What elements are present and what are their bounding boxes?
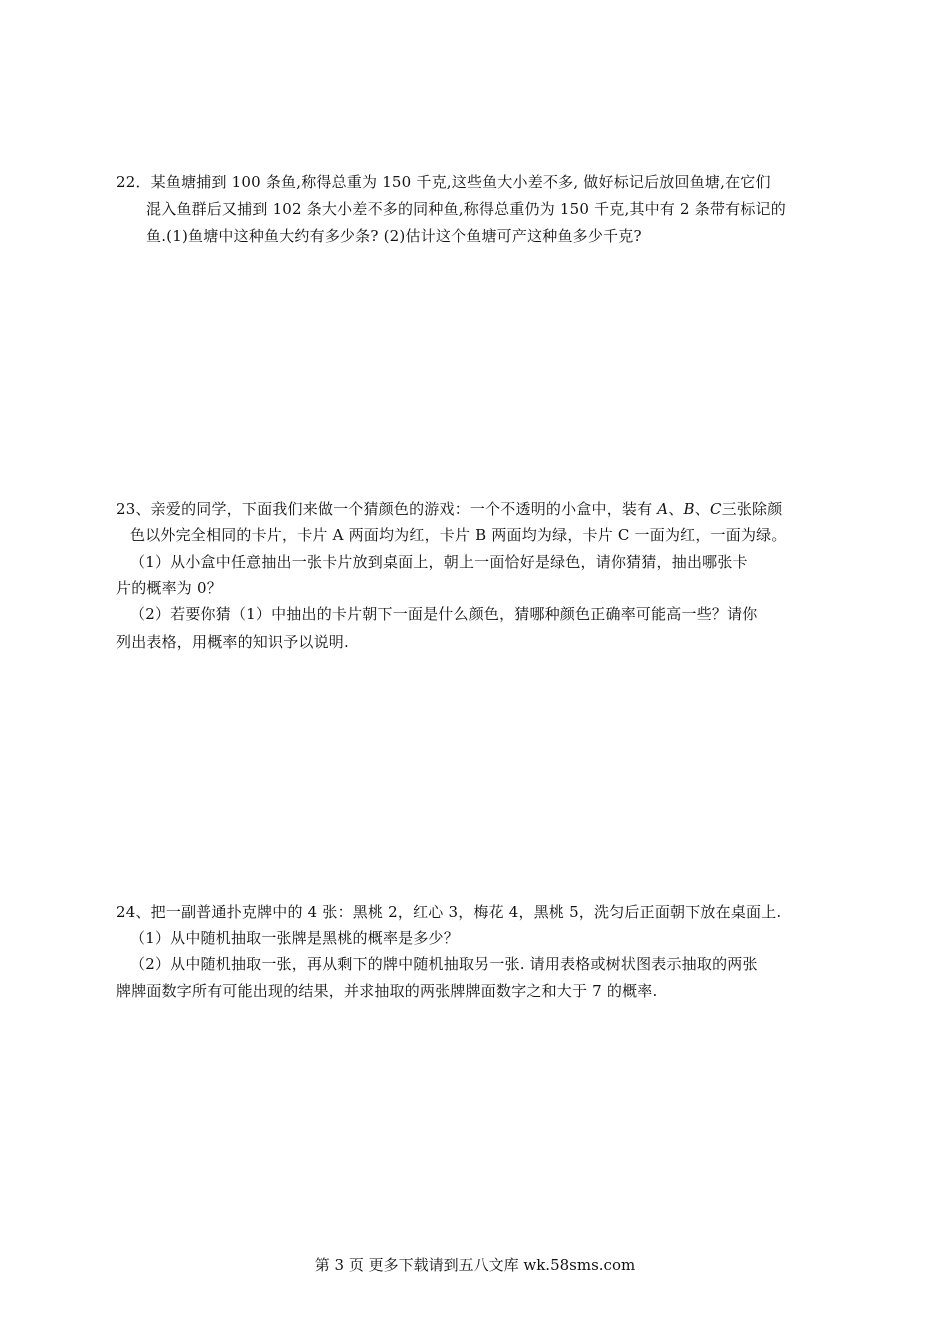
q24-line-1: 24、把一副普通扑克牌中的 4 张：黑桃 2，红心 3，梅花 4，黑桃 5，洗匀后正面朝下放在桌面上. [116,903,782,921]
q23-sep-2: 、 [694,500,710,518]
q23-card-a: A [657,500,669,518]
q23-part2-line-2: 列出表格，用概率的知识予以说明. [116,633,349,651]
q22-line-2: 混入鱼群后又捕到 102 条大小差不多的同种鱼,称得总重仍为 150 千克,其中有 2 条带有标记的 [146,200,786,218]
q23-part1-line-2: 片的概率为 0？ [116,579,222,597]
q23-part1-line-1: （1）从小盒中任意抽出一张卡片放到桌面上，朝上一面恰好是绿色，请你猜猜，抽出哪张卡 [130,553,748,571]
page-footer: 第 3 页 更多下载请到五八文库 wk.58sms.com [314,1256,636,1274]
q23-line-1-pre: 23、亲爱的同学，下面我们来做一个猜颜色的游戏：一个不透明的小盒中，装有 [116,500,658,518]
q23-card-b: B [683,500,695,518]
q23-card-c: C [709,500,722,518]
q24-part1: （1）从中随机抽取一张牌是黑桃的概率是多少？ [130,929,459,947]
q24-part2-line-2: 牌牌面数字所有可能出现的结果，并求抽取的两张牌牌面数字之和大于 7 的概率. [116,982,658,1000]
q24-part2-line-1: （2）从中随机抽取一张，再从剩下的牌中随机抽取另一张. 请用表格或树状图表示抽取的两张 [130,955,758,973]
q23-part2-line-1: （2）若要你猜（1）中抽出的卡片朝下一面是什么颜色，猜哪种颜色正确率可能高一些？请你 [130,605,758,623]
q23-sep-1: 、 [668,500,684,518]
q22-line-3: 鱼.(1)鱼塘中这种鱼大约有多少条? (2)估计这个鱼塘可产这种鱼多少千克? [146,227,642,245]
q23-line-1-post: 三张除颜 [721,500,783,518]
q23-line-2: 色以外完全相同的卡片，卡片 A 两面均为红，卡片 B 两面均为绿，卡片 C 一面为红，一面为绿。 [130,526,787,544]
q23-line-1 [116,499,782,519]
q22-line-1: 22．某鱼塘捕到 100 条鱼,称得总重为 150 千克,这些鱼大小差不多, 做好标记后放回鱼塘,在它们 [116,173,771,191]
